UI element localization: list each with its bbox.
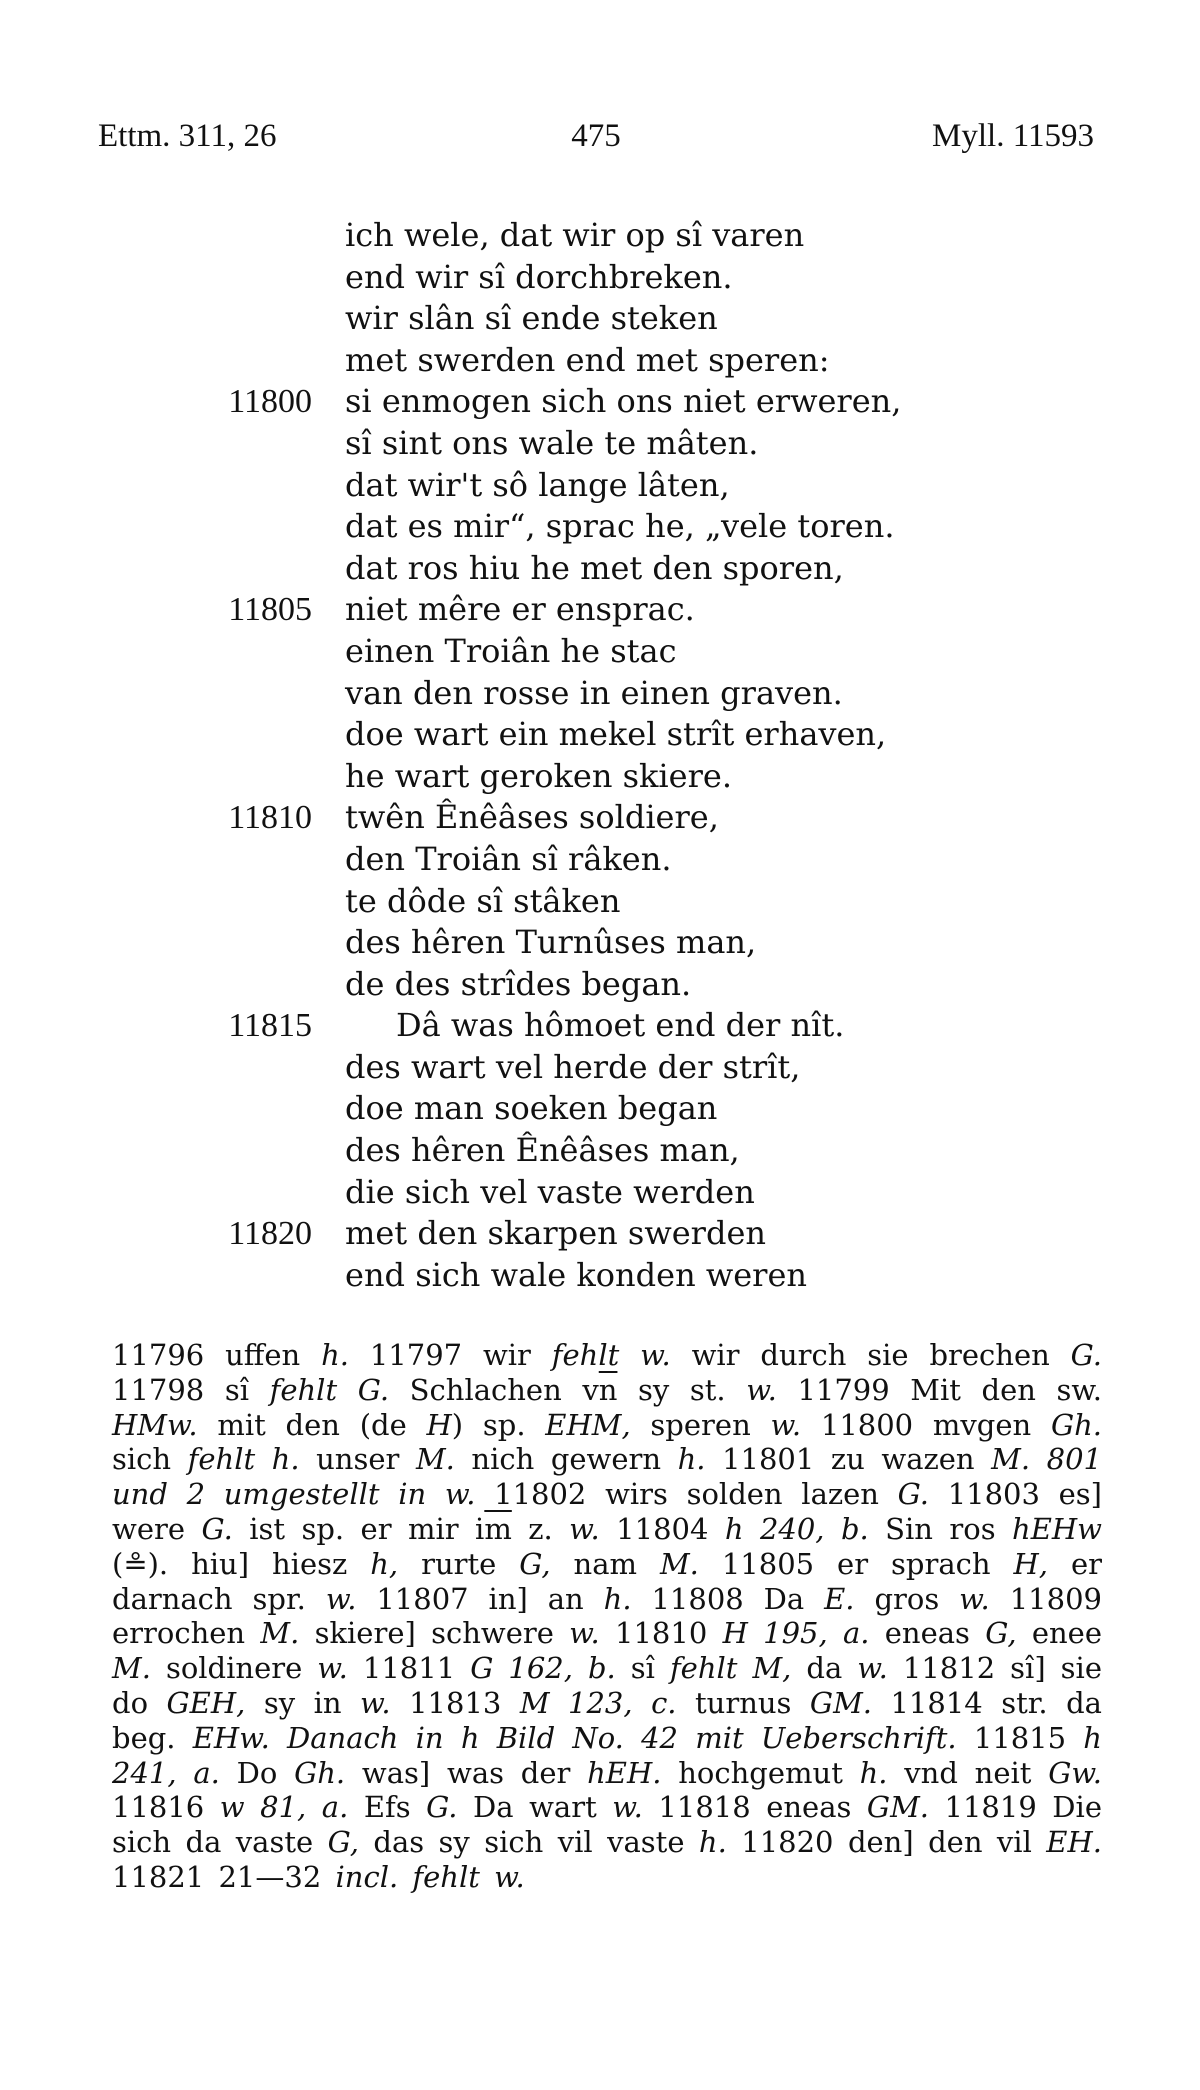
apparatus-segment: da: [791, 1651, 858, 1686]
verse-line: [0, 589, 1200, 631]
apparatus-segment: fehlt M,: [669, 1651, 792, 1686]
apparatus-segment: G,: [327, 1825, 359, 1860]
verse-text: sî sint ons wale te mâten.: [345, 423, 759, 462]
apparatus-segment: sy st.: [617, 1372, 747, 1407]
apparatus-segment: unser: [299, 1442, 416, 1477]
apparatus-segment: h.: [603, 1581, 632, 1616]
verse-text: wir slân sî ende steken: [345, 299, 718, 338]
apparatus-segment: G.: [201, 1511, 233, 1546]
apparatus-segment: G.: [897, 1477, 930, 1512]
apparatus-segment: w.: [317, 1651, 348, 1686]
apparatus-segment: h.: [321, 1338, 349, 1372]
verse-line: [0, 506, 1200, 548]
apparatus-segment: 11801 zu wazen: [705, 1442, 992, 1477]
verse-number: 11800: [228, 383, 312, 421]
verse-line: [0, 548, 1200, 590]
verse-text: dat wir't sô lange lâten,: [345, 465, 730, 504]
running-head: [98, 118, 1094, 164]
apparatus-segment: 11798 sî: [112, 1372, 270, 1407]
apparatus-segment: M.: [260, 1616, 300, 1651]
verse-text: de des strîdes began.: [345, 964, 692, 1003]
apparatus-segment: (≗). hiu] hiesz: [112, 1546, 371, 1581]
apparatus-segment: G,: [985, 1616, 1017, 1651]
apparatus-segment: w.: [612, 1790, 643, 1825]
verse-line: [0, 1255, 1200, 1297]
apparatus-segment: Gh.: [1050, 1407, 1102, 1442]
apparatus-segment: HMw.: [112, 1407, 198, 1442]
verse-text: twên Ênêâses soldiere,: [345, 798, 719, 837]
verse-line: [0, 381, 1200, 423]
apparatus-segment: Gw.: [1048, 1755, 1102, 1790]
apparatus-segment: w.: [360, 1685, 391, 1720]
apparatus-segment: 11797 wir: [348, 1338, 552, 1372]
apparatus-segment: 11815: [956, 1720, 1084, 1755]
verse-text: des wart vel herde der strît,: [345, 1047, 801, 1086]
apparatus-segment: 11812 sî] sie do: [112, 1651, 1102, 1720]
apparatus-segment: Do: [219, 1755, 295, 1790]
verse-text: des hêren Ênêâses man,: [345, 1131, 740, 1170]
apparatus-segment: ist sp. er mir i: [232, 1511, 485, 1546]
apparatus-segment: M 123, c.: [519, 1685, 677, 1720]
verse-line: [0, 1047, 1200, 1089]
verse-line: [0, 673, 1200, 715]
verse-line: [0, 797, 1200, 839]
apparatus-segment: h,: [370, 1546, 399, 1581]
verse-line: [0, 257, 1200, 299]
apparatus-segment: 11804: [599, 1511, 725, 1546]
apparatus-segment: Da wart: [457, 1790, 613, 1825]
apparatus-segment: incl. fehlt w.: [335, 1859, 525, 1894]
apparatus-segment: sich: [112, 1442, 188, 1477]
apparatus-segment: h 240, b.: [724, 1511, 869, 1546]
apparatus-segment: EHM,: [545, 1407, 631, 1442]
verse-line: [0, 1088, 1200, 1130]
apparatus-segment: GM.: [809, 1685, 872, 1720]
apparatus-segment: nich gewern: [454, 1442, 678, 1477]
verse-line: [0, 631, 1200, 673]
apparatus-segment: 11821 21—32: [112, 1859, 336, 1894]
verse-line: [0, 1172, 1200, 1214]
apparatus-segment: 11818 eneas: [642, 1790, 867, 1825]
apparatus-segment: G,: [519, 1546, 551, 1581]
verse-text: dat es mir“, sprac he, „vele toren.: [345, 507, 895, 546]
apparatus-segment: w 81, a.: [219, 1790, 349, 1825]
verse-text: einen Troiân he stac: [345, 631, 677, 670]
apparatus-segment: EH.: [1046, 1825, 1102, 1860]
apparatus-segment: H: [426, 1407, 452, 1442]
verse-text: end wir sî dorchbreken.: [345, 257, 733, 296]
apparatus-segment: h.: [859, 1755, 888, 1790]
apparatus-segment: w.: [569, 1511, 600, 1546]
verse-number: 11820: [228, 1215, 312, 1253]
apparatus-segment: EHw. Danach in h Bild No. 42 mit Ueberschrift.: [192, 1720, 957, 1755]
apparatus-segment: Schlachen v: [389, 1372, 599, 1407]
apparatus-segment: 11799 Mit den sw.: [776, 1372, 1102, 1407]
apparatus-segment: eneas: [869, 1616, 986, 1651]
apparatus-segment: soldinere: [150, 1651, 318, 1686]
apparatus-segment: Efs: [348, 1790, 427, 1825]
apparatus-segment: 11802 wirs solden lazen: [475, 1477, 898, 1512]
apparatus-segment: 11809 errochen: [112, 1581, 1102, 1651]
apparatus-segment: fehlt h.: [187, 1442, 300, 1477]
apparatus-segment: mit den (de: [197, 1407, 427, 1442]
verse-line: [0, 714, 1200, 756]
apparatus-segment: H 195, a.: [722, 1616, 870, 1651]
apparatus-segment: w.: [746, 1372, 777, 1407]
apparatus-segment: w.: [325, 1581, 357, 1616]
apparatus-segment: $\overline{n}$: [598, 1372, 618, 1407]
apparatus-segment: 11807 in] an: [356, 1581, 604, 1616]
verse-text: niet mêre er ensprac.: [345, 590, 695, 629]
apparatus-segment: nam: [550, 1546, 660, 1581]
apparatus-segment: 11796 uffen: [112, 1338, 322, 1372]
page-number: 475: [571, 118, 621, 154]
running-head-right: Myll. 11593: [932, 118, 1094, 154]
apparatus-segment: 11814 str. da beg.: [112, 1685, 1102, 1755]
apparatus-segment: 11808 Da: [631, 1581, 825, 1616]
apparatus-segment: H,: [1013, 1546, 1049, 1581]
apparatus-segment: sy in: [245, 1685, 361, 1720]
apparatus-segment: speren: [630, 1407, 771, 1442]
apparatus-segment: GEH,: [166, 1685, 246, 1720]
verse-line: [0, 756, 1200, 798]
verse-line: [0, 839, 1200, 881]
apparatus-segment: das sy sich vil vaste: [358, 1825, 699, 1860]
verse-number: 11805: [228, 591, 312, 629]
apparatus-segment: wir durch sie brechen: [670, 1338, 1071, 1372]
apparatus-segment: G.: [1070, 1338, 1103, 1372]
apparatus-segment: fehlt G.: [269, 1372, 390, 1407]
verse-text: ich wele, dat wir op sî varen: [345, 216, 805, 254]
apparatus-segment: vnd neit: [887, 1755, 1049, 1790]
apparatus-segment: 11810: [599, 1616, 723, 1651]
apparatus-segment: 11803 es] were: [112, 1477, 1102, 1546]
apparatus-segment: ) sp.: [451, 1407, 546, 1442]
verse-line: [0, 1213, 1200, 1255]
apparatus-segment: G 162, b.: [470, 1651, 616, 1686]
apparatus-segment: M. 801 und 2 umgestellt in w.: [112, 1442, 1102, 1512]
apparatus-segment: M.: [112, 1651, 151, 1686]
verse-text: te dôde sî stâken: [345, 881, 621, 920]
verse-line: [0, 1130, 1200, 1172]
apparatus-segment: w.: [569, 1616, 600, 1651]
critical-apparatus: [112, 1338, 1102, 1895]
verse-text: Dâ was hômoet end der nît.: [396, 1006, 845, 1045]
verse-line: [0, 215, 1200, 257]
verse-line: [0, 298, 1200, 340]
apparatus-segment: Sin ros: [868, 1511, 1013, 1546]
apparatus-segment: 11800 mvgen: [801, 1407, 1051, 1442]
verse-text: met den skarpen swerden: [345, 1214, 766, 1253]
apparatus-segment: er darnach spr.: [112, 1546, 1103, 1616]
apparatus-segment: gros: [854, 1581, 960, 1616]
apparatus-segment: sî: [615, 1651, 670, 1686]
verse-text: si enmogen sich ons niet erweren,: [345, 382, 902, 421]
verse-text: des hêren Turnûses man,: [345, 923, 757, 962]
verse-line: [0, 881, 1200, 923]
apparatus-segment: hEH.: [587, 1755, 662, 1790]
apparatus-segment: h.: [677, 1442, 706, 1477]
verse-line: [0, 340, 1200, 382]
running-head-left: Ettm. 311, 26: [98, 118, 277, 154]
apparatus-segment: z.: [511, 1511, 570, 1546]
verse-line: [0, 922, 1200, 964]
verse-text: doe man soeken began: [345, 1089, 718, 1128]
apparatus-segment: 11816: [112, 1790, 220, 1825]
apparatus-paragraph: [112, 1338, 1102, 1895]
apparatus-segment: skiere] schwere: [299, 1616, 570, 1651]
apparatus-segment: M.: [415, 1442, 455, 1477]
apparatus-segment: G.: [426, 1790, 458, 1825]
apparatus-segment: turnus: [676, 1685, 810, 1720]
apparatus-segment: 11819 Die sich da vaste: [112, 1790, 1102, 1860]
apparatus-segment: hochgemut: [661, 1755, 860, 1790]
verse-text: met swerden end met speren:: [345, 340, 830, 379]
apparatus-segment: 11811: [347, 1651, 471, 1686]
verse-text: doe wart ein mekel strît erhaven,: [345, 715, 887, 754]
apparatus-segment: Gh.: [294, 1755, 346, 1790]
apparatus-segment: hEHw: [1012, 1511, 1102, 1546]
apparatus-segment: 11813: [390, 1685, 520, 1720]
verse-text: van den rosse in einen graven.: [345, 673, 843, 712]
apparatus-segment: w.: [857, 1651, 888, 1686]
apparatus-segment: E.: [824, 1581, 855, 1616]
verse-text: die sich vel vaste werden: [345, 1172, 755, 1211]
apparatus-segment: 11820 den] den vil: [726, 1825, 1047, 1860]
apparatus-segment: enee: [1016, 1616, 1102, 1651]
verse-block: [0, 215, 1200, 1296]
verse-text: he wart geroken skiere.: [345, 756, 732, 795]
verse-text: end sich wale konden weren: [345, 1255, 808, 1294]
apparatus-segment: h.: [698, 1825, 727, 1860]
apparatus-segment: 11805 er sprach: [698, 1546, 1014, 1581]
apparatus-segment: rurte: [398, 1546, 520, 1581]
apparatus-segment: GM.: [866, 1790, 929, 1825]
apparatus-segment: fehlt w.: [551, 1338, 671, 1372]
verse-number: 11815: [228, 1007, 312, 1045]
verse-number: 11810: [228, 799, 312, 837]
verse-text: den Troiân sî râken.: [345, 839, 672, 878]
apparatus-segment: w.: [770, 1407, 802, 1442]
verse-line: [0, 465, 1200, 507]
verse-text: dat ros hiu he met den sporen,: [345, 548, 844, 587]
verse-line: [0, 423, 1200, 465]
verse-line: [0, 1005, 1200, 1047]
apparatus-segment: h 241, a.: [112, 1720, 1102, 1790]
apparatus-segment: was] was der: [345, 1755, 588, 1790]
apparatus-segment: w.: [959, 1581, 990, 1616]
apparatus-segment: $\overline{m}$: [484, 1511, 512, 1546]
verse-line: [0, 964, 1200, 1006]
apparatus-segment: M.: [659, 1546, 699, 1581]
